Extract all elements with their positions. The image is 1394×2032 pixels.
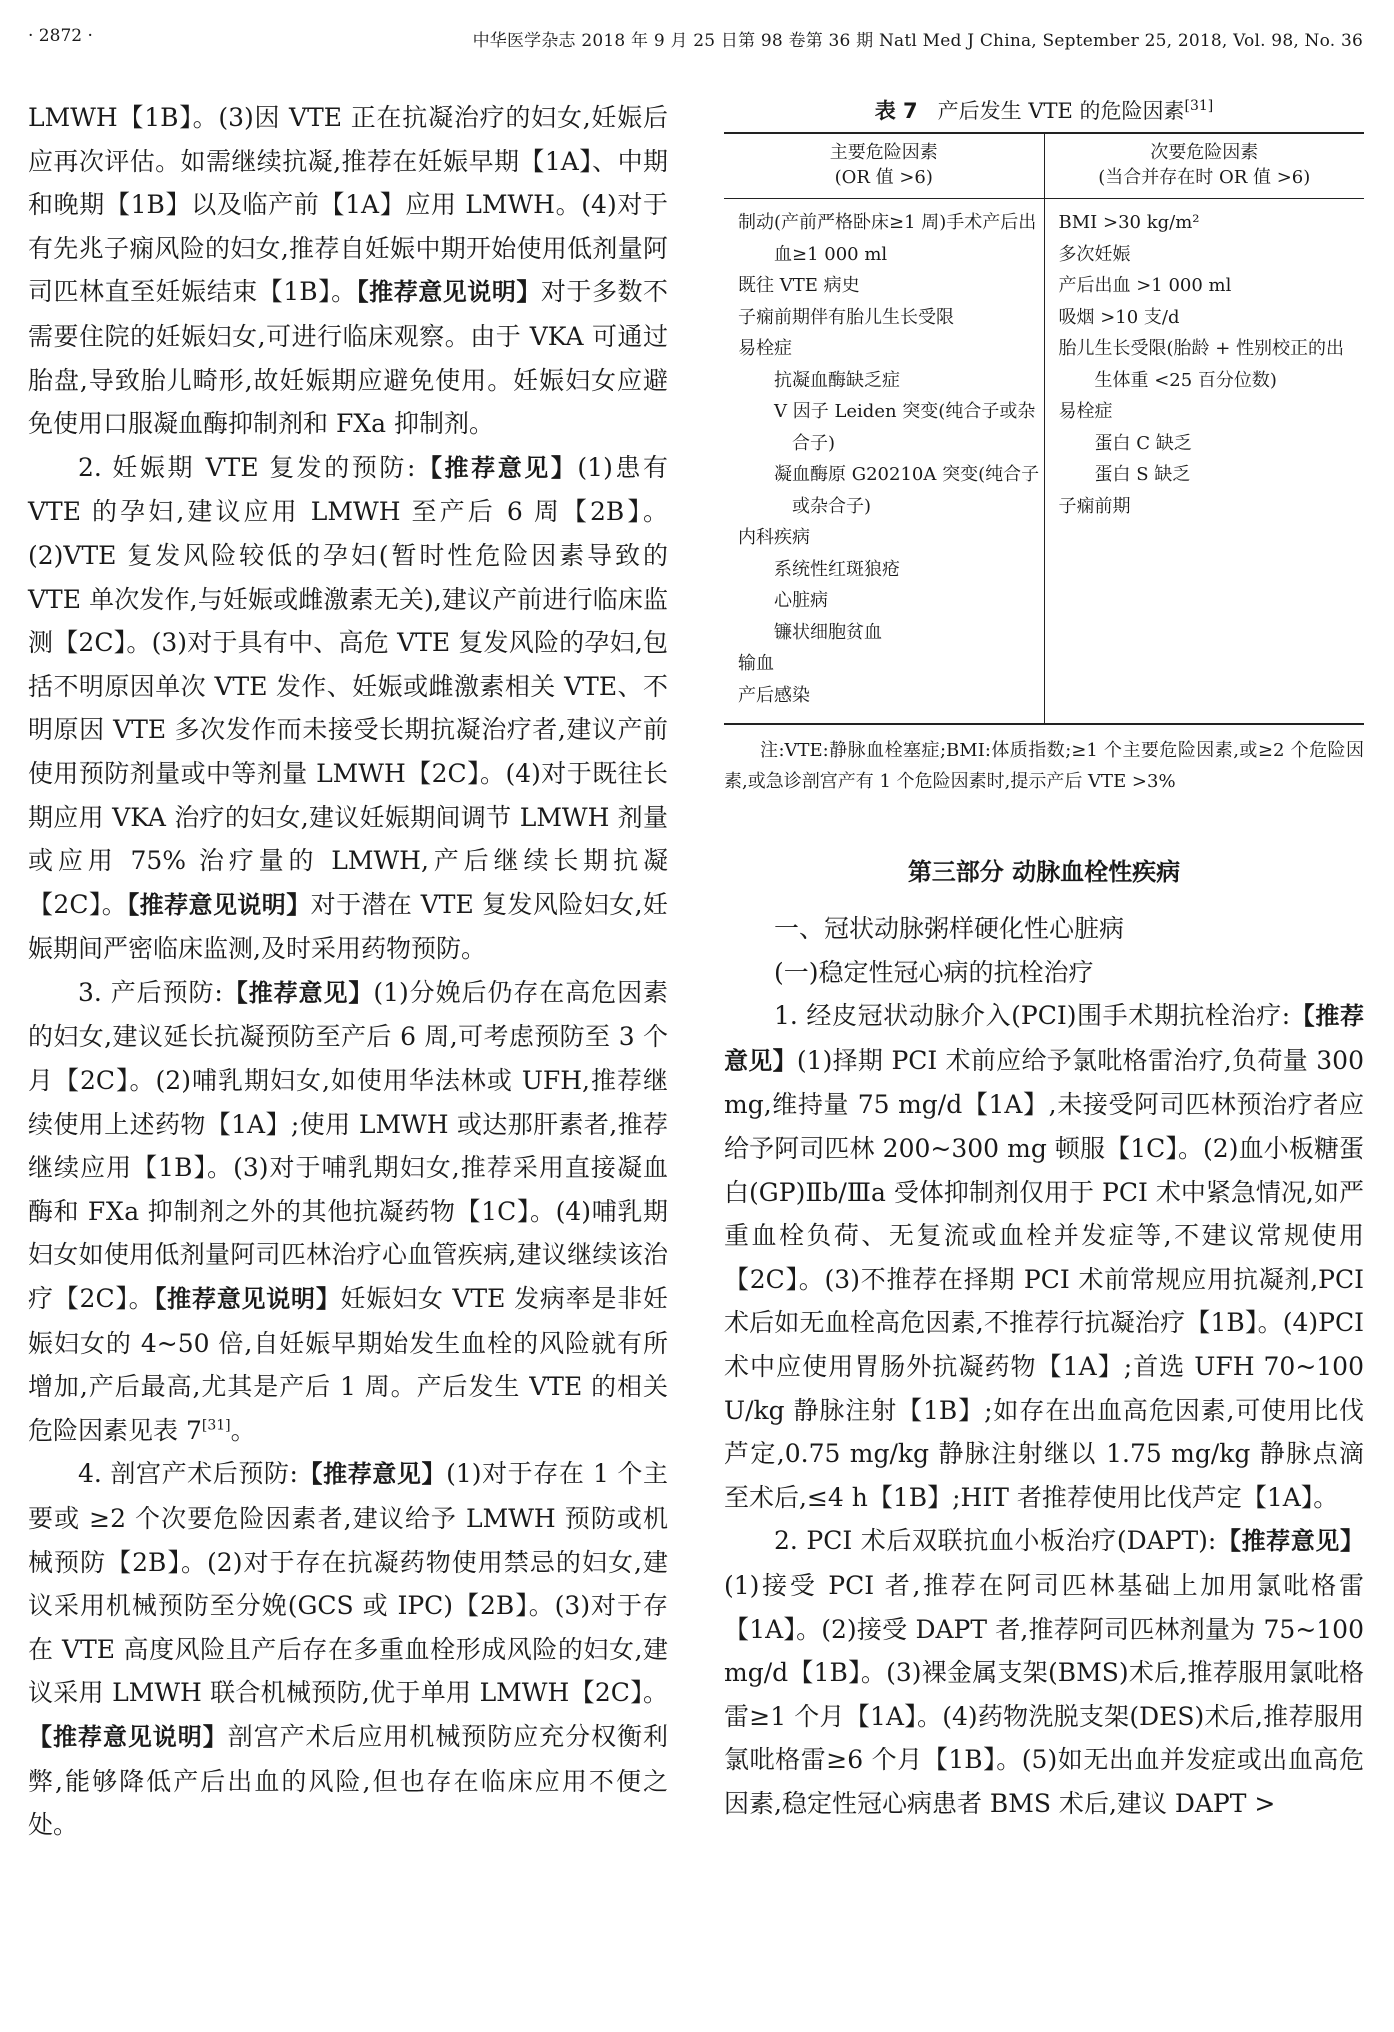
list-item: 凝血酶原 G20210A 突变(纯合子或杂合子) [774,464,1040,517]
text-run: 4. 剖宫产术后预防: [78,1459,298,1489]
list-item: 系统性红斑狼疮 [774,558,900,580]
recommendation-note-label: 【推荐意见说明】 [356,278,541,307]
text-run: 。 [230,1415,256,1445]
right-column [724,96,1364,1825]
table-caption: 产后发生 VTE 的危险因素 [937,99,1185,123]
running-header [28,26,1363,56]
section-title: 第三部分 动脉血栓性疾病 [907,858,1181,886]
paragraph-dapt [724,1519,1364,1825]
text-run: 对于潜在 VTE 复发风险妇女,妊娠期间严密临床监测,及时采用药物预防。 [28,889,669,964]
list-item: 镰状细胞贫血 [774,621,882,643]
text-run: 剖宫产术后应用机械预防应充分权衡利弊,能够降低产后出血的风险,但也存在临床应用不便之处。 [28,1721,668,1840]
heading-level-1: 一、冠状动脉粥样硬化性心脏病 [774,914,1125,943]
list-item: 子痫前期伴有胎儿生长受限 [738,306,954,328]
list-item: 吸烟 >10 支/d [1058,306,1180,328]
header-text: 主要危险因素 [829,142,938,163]
text-run: (1)择期 PCI 术前应给予氯吡格雷治疗,负荷量 300 mg,维持量 75 mg/d【1A】,未接受阿司匹林预治疗者应给予阿司匹林 200~300 mg 顿服【1C】。(2)血小板糖蛋白(GP)Ⅱb/Ⅲa 受体抑制剂仅用于 PCI 术中紧急情况,如严重血栓负荷、无复流或血栓并发症等,不建议常规使用【2C】。(3)不推荐在择期 PCI 术前常规应用抗凝剂,PCI 术后如无血栓高危因素,不推荐行抗凝治疗【1B】。(4)PCI 术中应使用胃肠外抗凝药物【1A】;首选 UFH 70~100 U/kg 静脉注射【1B】;如存在出血高危因素,可使用比伐芦定,0.75 mg/kg 静脉注射继以 1.75 mg/kg 静脉点滴至术后,≤4 h【1B】;HIT 者推荐使用比伐芦定【1A】。 [724,1045,1364,1512]
recommendation-label: 【推荐意见】 [297,1460,447,1489]
header-text: (当合并存在时 OR 值 >6) [1098,167,1311,188]
header-text: (OR 值 >6) [834,167,933,188]
left-column [28,96,668,1847]
table-label: 表 7 [874,99,918,123]
recommendation-label: 【推荐意见】 [222,978,374,1007]
list-item: 蛋白 C 缺乏 [1094,432,1192,454]
header-minor-factors [1044,133,1364,199]
minor-factor-list [1044,199,1364,725]
recommendation-note-label: 【推荐意见说明】 [127,890,311,919]
list-item: 蛋白 S 缺乏 [1094,464,1191,485]
text-run: (1)患有 VTE 的孕妇,建议应用 LMWH 至产后 6 周【2B】。(2)VTE 复发风险较低的孕妇(暂时性危险因素导致的 VTE 单次发作,与妊娠或雌激素无关),建议产前进行临床监测【2C】。(3)对于具有中、高危 VTE 复发风险的孕妇,包括不明原因单次 VTE 发作、妊娠或雌激素相关 VTE、不明原因 VTE 多次发作而未接受长期抗凝治疗者,建议产前使用预防剂量或中等剂量 LMWH【2C】。(4)对于既往长期应用 VKA 治疗的妇女,建议妊娠期间调节 LMWH 剂量或应用 75% 治疗量的 LMWH,产后继续长期抗凝【2C】。 [28,452,668,919]
text-run: (1)分娩后仍存在高危因素的妇女,建议延长抗凝预防至产后 6 周,可考虑预防至 3 个月【2C】。(2)哺乳期妇女,如使用华法林或 UFH,推荐继续使用上述药物【1A】;使用 LMWH 或达那肝素者,推荐继续应用【1B】。(3)对于哺乳期妇女,推荐采用直接凝血酶和 FⅩa 抑制剂之外的其他抗凝药物【1C】。(4)哺乳期妇女如使用低剂量阿司匹林治疗心血管疾病,建议继续该治疗【2C】。 [28,977,669,1314]
text-run: (1)对于存在 1 个主要或 ≥2 个次要危险因素者,建议给予 LMWH 预防或机械预防【2B】。(2)对于存在抗凝药物使用禁忌的妇女,建议采用机械预防至分娩(GCS 或 IPC)【2B】。(3)对于存在 VTE 高度风险且产后存在多重血栓形成风险的妇女,建议采用 LMWH 联合机械预防,优于单用 LMWH【2C】。 [28,1459,668,1708]
table-7-title [724,96,1364,126]
recommendation-label: 【推荐意见】 [724,1002,1364,1075]
list-item: 输血 [738,653,774,674]
text-run: 妊娠妇女 VTE 发病率是非妊娠妇女的 4~50 倍,自妊娠早期始发生血栓的风险就有所增加,产后最高,尤其是产后 1 周。产后发生 VTE 的相关危险因素见表 7 [28,1284,668,1445]
table-footnote: 注:VTE:静脉血栓塞症;BMI:体质指数;≥1 个主要危险因素,或≥2 个危险因素,或急诊剖宫产有 1 个危险因素时,提示产后 VTE >3% [724,740,1364,792]
list-item: 既往 VTE 病史 [738,275,860,296]
journal-citation: 中华医学杂志 2018 年 9 月 25 日第 98 卷第 36 期 Natl Med J China, September 25, 2018, Vol. 98, No. 36 [472,31,1363,51]
text-run: 2. PCI 术后双联抗血小板治疗(DAPT): [774,1526,1217,1556]
list-item: 抗凝血酶缺乏症 [774,369,900,391]
list-item: 制动(产前严格卧床≥1 周)手术产后出血≥1 000 ml [738,212,1037,265]
text-run: 1. 经皮冠状动脉介入(PCI)围手术期抗栓治疗: [774,1001,1291,1031]
paragraph-cesarean-prevention [28,1452,668,1846]
paragraph-recurrence-prevention [28,446,668,971]
list-item: 内科疾病 [738,527,810,548]
paragraph-pregnancy-continued [28,96,668,446]
major-factor-list [724,199,1044,725]
recommendation-note-label: 【推荐意见说明】 [28,1722,228,1751]
list-item: 胎儿生长受限(胎龄 + 性别校正的出生体重 <25 百分位数) [1058,338,1345,391]
paragraph-postpartum-prevention [28,971,668,1453]
recommendation-label: 【推荐意见】 [1216,1527,1364,1556]
text-run: 对于多数不需要住院的妊娠妇女,可进行临床观察。由于 VKA 可通过胎盘,导致胎儿畸形,故妊娠期应避免使用。妊娠妇女应避免使用口服凝血酶抑制剂和 FⅩa 抑制剂。 [28,277,669,439]
header-major-factors [724,133,1044,199]
list-item: 多次妊娠 [1058,243,1131,265]
risk-factor-table [724,132,1364,725]
list-item: 产后出血 >1 000 ml [1058,275,1232,296]
citation-ref: [31] [1184,98,1214,114]
text-run: 2. 妊娠期 VTE 复发的预防: [78,452,416,482]
recommendation-note-label: 【推荐意见说明】 [154,1285,341,1314]
citation-ref: [31] [201,1417,231,1434]
heading-level-2: (一)稳定性冠心病的抗栓治疗 [774,957,1094,987]
text-run: LMWH【1B】。(3)因 VTE 正在抗凝治疗的妇女,妊娠后应再次评估。如需继续抗凝,推荐在妊娠早期【1A】、中期和晚期【1B】以及临产前【1A】应用 LMWH。(4)对于有先兆子痫风险的妇女,推荐自妊娠中期开始使用低剂量阿司匹林直至妊娠结束【1B】。 [28,103,668,307]
list-item: BMI >30 kg/m² [1058,212,1200,233]
text-run: (1)接受 PCI 者,推荐在阿司匹林基础上加用氯吡格雷【1A】。(2)接受 DAPT 者,推荐阿司匹林剂量为 75~100 mg/d【1B】。(3)裸金属支架(BMS)术后,推荐服用氯吡格雷≥1 个月【1A】。(4)药物洗脱支架(DES)术后,推荐服用氯吡格雷≥6 个月【1B】。(5)如无出血并发症或出血高危因素,稳定性冠心病患者 BMS 术后,建议 DAPT > [724,1570,1364,1818]
text-run: 3. 产后预防: [78,977,223,1007]
recommendation-label: 【推荐意见】 [415,453,578,482]
list-item: 易栓症 [1058,401,1113,422]
list-item: 易栓症 [738,338,792,359]
list-item: V 因子 Leiden 突变(纯合子或杂合子) [774,401,1036,454]
list-item: 心脏病 [774,590,828,611]
paragraph-pci-perioperative [724,994,1364,1519]
list-item: 子痫前期 [1058,495,1131,517]
list-item: 产后感染 [738,684,810,706]
header-text: 次要危险因素 [1150,142,1259,163]
page-number: · 2872 · [28,26,93,46]
